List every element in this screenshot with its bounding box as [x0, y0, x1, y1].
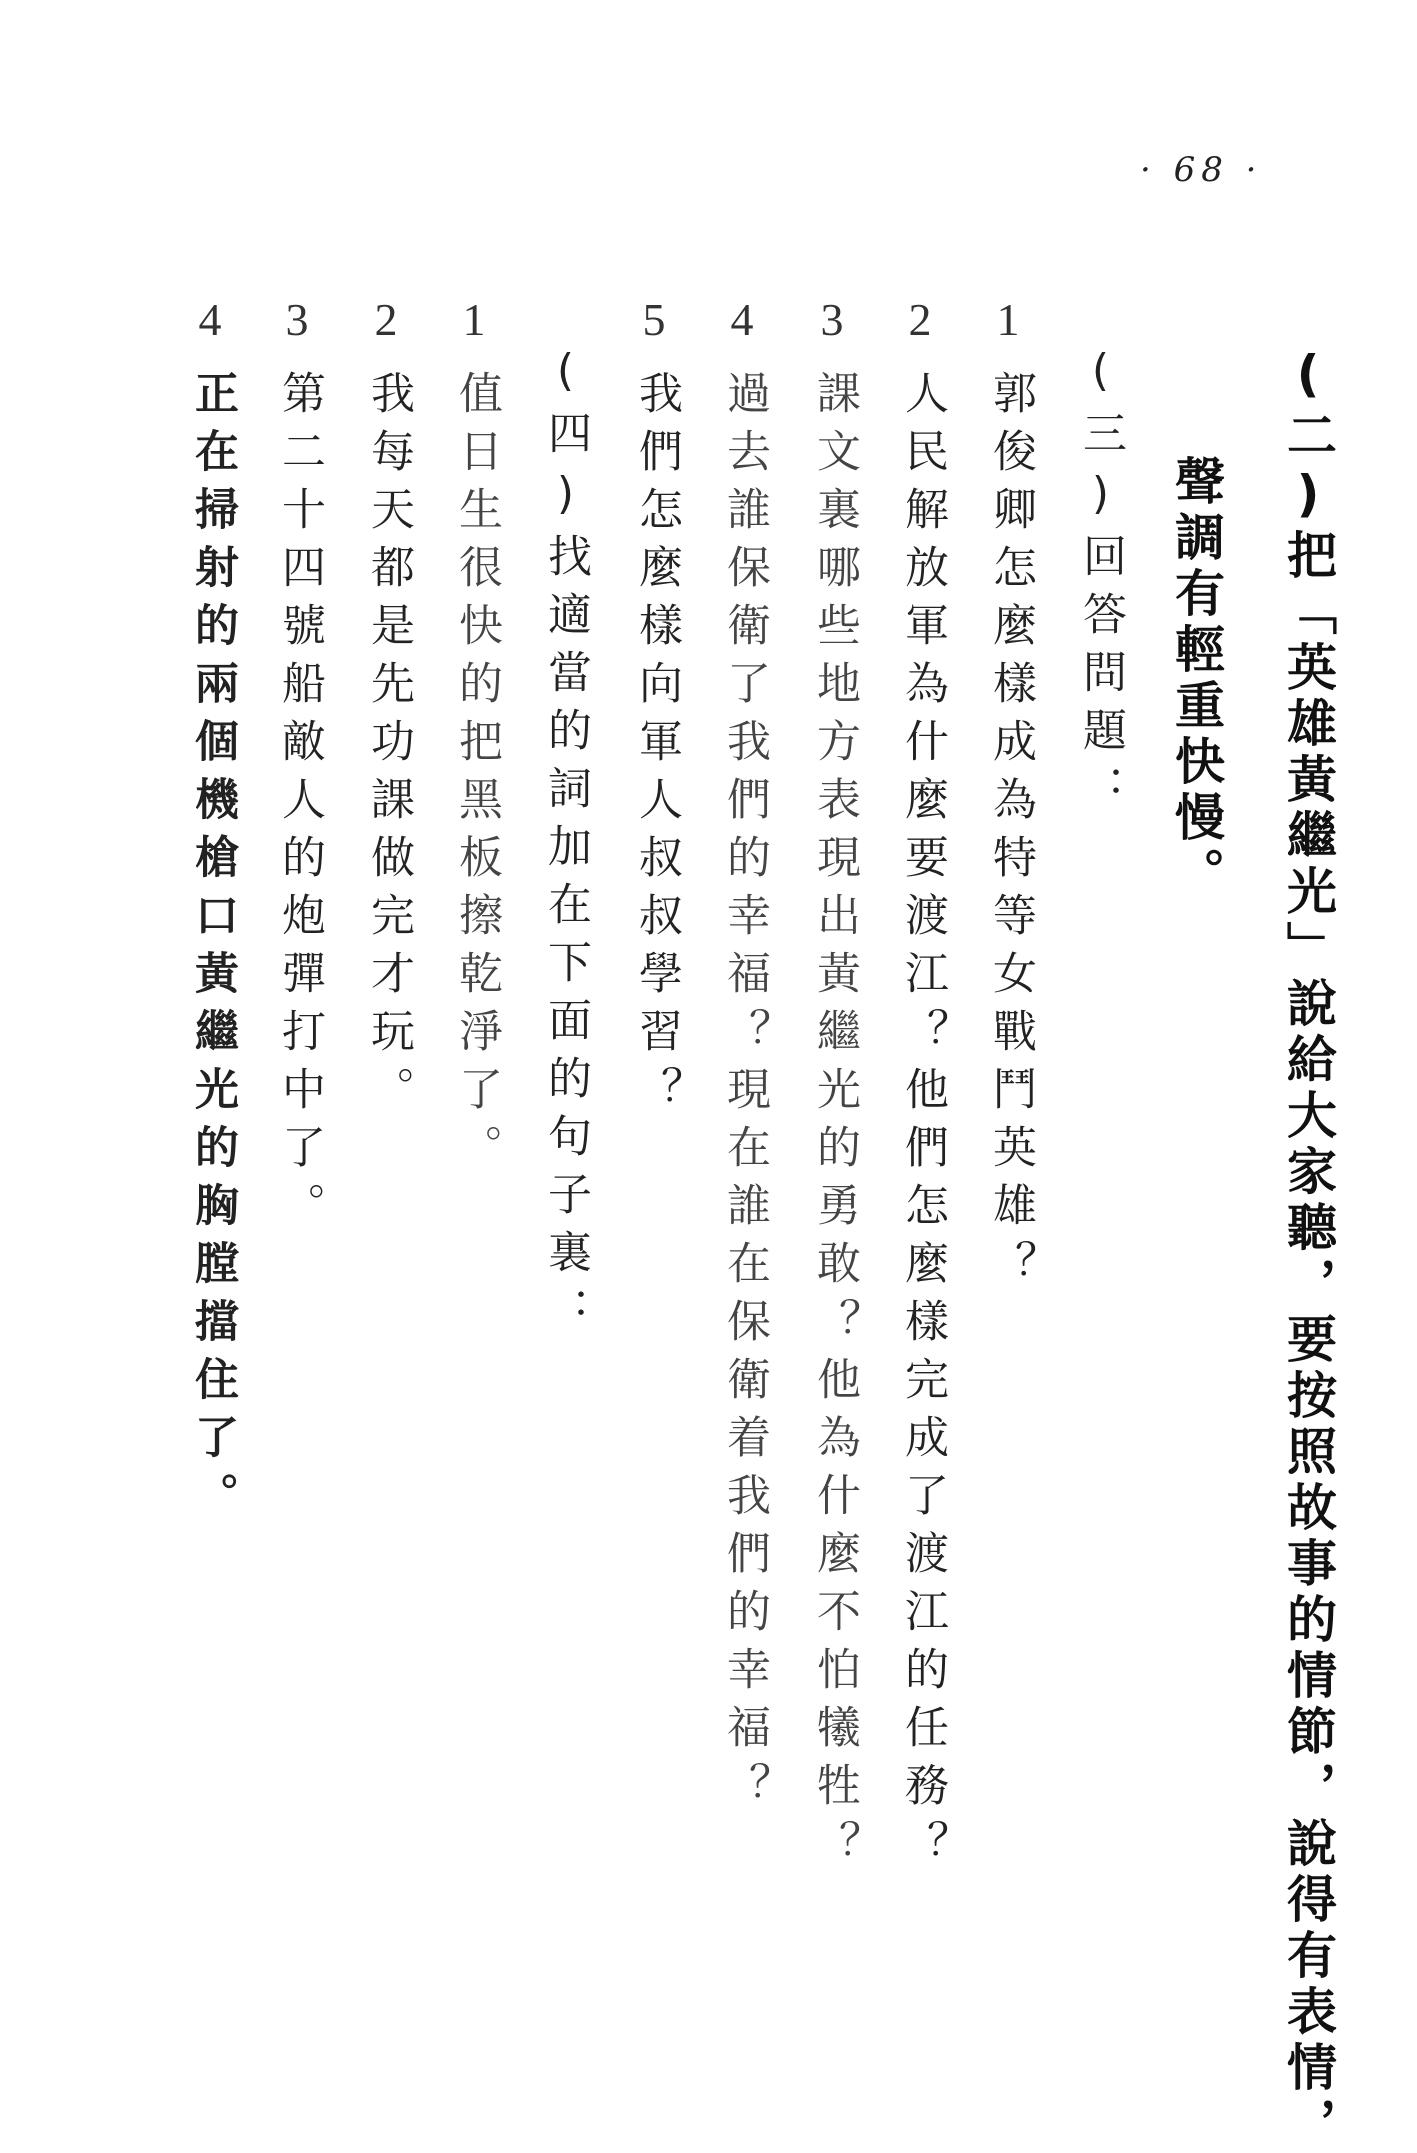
sentence-text: 我每天都是先功課做完才玩。 [363, 370, 414, 1124]
sentence-3 [267, 290, 327, 1240]
sentence-number: 4 [198, 294, 222, 345]
question-3 [802, 290, 862, 1878]
sentence-text: 值日生很快的把黑板擦乾淨了。 [451, 370, 502, 1182]
question-text: 過去誰保衛了我們的幸福？現在誰在保衛着我們的幸福？ [719, 370, 770, 1820]
sentence-number: 2 [374, 294, 398, 345]
question-number: 5 [642, 294, 666, 345]
question-number: 2 [908, 294, 932, 345]
page-number: · 68 · [1140, 150, 1263, 190]
sentence-1 [444, 290, 504, 1182]
section2-continuation-column [1160, 455, 1225, 903]
section3-heading: (三)回答問題： [1075, 345, 1126, 823]
sentence-text: 第二十四號船敵人的炮彈打中了。 [274, 370, 325, 1240]
section4-heading-column [533, 345, 593, 1345]
question-text: 人民解放軍為什麼要渡江？他們怎麼樣完成了渡江的任務？ [897, 370, 948, 1878]
question-number: 3 [820, 294, 844, 345]
sentence-2 [356, 290, 416, 1124]
question-text: 課文裏哪些地方表現出黃繼光的勇敢？他為什麼不怕犧牲？ [809, 370, 860, 1878]
section2-heading: (二)把「英雄黃繼光」說給大家聽，要按照故事的情節，說得有表情， [1279, 345, 1337, 2153]
sentence-4 [180, 290, 240, 1530]
section4-heading: (四)找適當的詞加在下面的句子裏： [540, 345, 591, 1345]
section2-heading-column [1272, 345, 1337, 2153]
question-4 [712, 290, 772, 1820]
section3-heading-column [1068, 345, 1128, 823]
sentence-number: 3 [285, 294, 309, 345]
question-5 [624, 290, 684, 1124]
question-1 [978, 290, 1038, 1298]
section2-continuation: 聲調有輕重快慢。 [1167, 455, 1225, 903]
question-number: 1 [996, 294, 1020, 345]
question-2 [890, 290, 950, 1878]
sentence-number: 1 [462, 294, 486, 345]
sentence-text: 正在掃射的兩個機槍口黃繼光的胸膛擋住了。 [187, 370, 238, 1530]
question-number: 4 [730, 294, 754, 345]
question-text: 郭俊卿怎麼樣成為特等女戰鬥英雄？ [985, 370, 1036, 1298]
question-text: 我們怎麼樣向軍人叔叔學習？ [631, 370, 682, 1124]
